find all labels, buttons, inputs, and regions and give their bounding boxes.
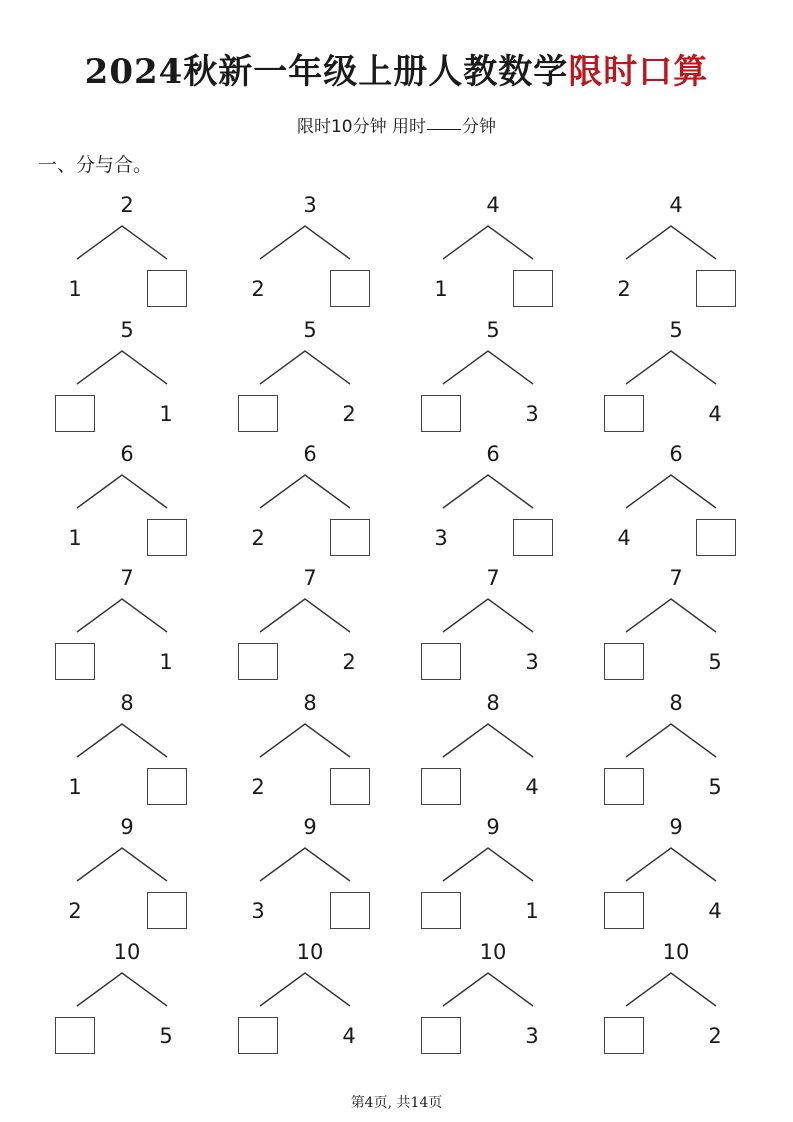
right-part-number: 5 — [708, 775, 722, 799]
split-branch-lines — [55, 845, 195, 885]
left-part-number: 2 — [251, 775, 265, 799]
title-main: 2024秋新一年级上册人教数学 — [84, 52, 569, 92]
decomposition-problem — [421, 566, 561, 676]
split-branch-lines — [604, 596, 744, 636]
decomposition-problem — [421, 940, 561, 1050]
answer-box[interactable] — [147, 519, 187, 556]
split-branch-lines — [421, 970, 561, 1010]
right-part-number: 2 — [342, 650, 356, 674]
split-branch-lines — [55, 348, 195, 388]
total-number: 10 — [479, 940, 507, 964]
section-heading: 一、分与合。 — [38, 154, 153, 176]
answer-box[interactable] — [421, 768, 461, 805]
decomposition-problem — [55, 442, 195, 552]
right-part-number: 4 — [708, 402, 722, 426]
split-branch-lines — [421, 348, 561, 388]
total-number: 10 — [113, 940, 141, 964]
split-branch-lines — [421, 721, 561, 761]
split-branch-lines — [55, 970, 195, 1010]
split-branch-lines — [55, 223, 195, 263]
answer-box[interactable] — [238, 395, 278, 432]
decomposition-problem — [604, 193, 744, 303]
title-highlight: 限时口算 — [568, 52, 709, 92]
total-number: 8 — [120, 691, 134, 715]
decomposition-problem — [604, 691, 744, 801]
split-branch-lines — [55, 596, 195, 636]
left-part-number: 1 — [68, 277, 82, 301]
decomposition-problem — [421, 318, 561, 428]
decomposition-problem — [238, 940, 378, 1050]
split-branch-lines — [421, 472, 561, 512]
total-number: 4 — [486, 193, 500, 217]
left-part-number: 1 — [68, 526, 82, 550]
split-branch-lines — [604, 721, 744, 761]
page-title — [0, 44, 793, 93]
right-part-number: 4 — [525, 775, 539, 799]
total-number: 10 — [296, 940, 324, 964]
answer-box[interactable] — [513, 519, 553, 556]
total-number: 5 — [669, 318, 683, 342]
total-number: 9 — [669, 815, 683, 839]
right-part-number: 5 — [708, 650, 722, 674]
decomposition-problem — [238, 318, 378, 428]
answer-box[interactable] — [604, 395, 644, 432]
answer-box[interactable] — [604, 892, 644, 929]
right-part-number: 3 — [525, 1024, 539, 1048]
split-branch-lines — [604, 348, 744, 388]
decomposition-problem — [604, 318, 744, 428]
right-part-number: 2 — [708, 1024, 722, 1048]
decomposition-problem — [238, 691, 378, 801]
decomposition-problem — [238, 566, 378, 676]
split-branch-lines — [238, 845, 378, 885]
total-number: 8 — [669, 691, 683, 715]
decomposition-problem — [604, 815, 744, 925]
answer-box[interactable] — [604, 643, 644, 680]
split-branch-lines — [55, 721, 195, 761]
split-branch-lines — [238, 472, 378, 512]
split-branch-lines — [238, 721, 378, 761]
left-part-number: 1 — [68, 775, 82, 799]
total-number: 6 — [486, 442, 500, 466]
answer-box[interactable] — [330, 892, 370, 929]
answer-box[interactable] — [421, 1017, 461, 1054]
split-branch-lines — [238, 596, 378, 636]
answer-box[interactable] — [147, 892, 187, 929]
left-part-number: 2 — [617, 277, 631, 301]
decomposition-problem — [421, 193, 561, 303]
decomposition-problem — [421, 442, 561, 552]
page-number: 第4页, 共14页 — [350, 1095, 443, 1111]
decomposition-problem — [55, 940, 195, 1050]
left-part-number: 3 — [434, 526, 448, 550]
total-number: 6 — [303, 442, 317, 466]
left-part-number: 2 — [68, 899, 82, 923]
answer-box[interactable] — [696, 270, 736, 307]
total-number: 8 — [486, 691, 500, 715]
total-number: 7 — [669, 566, 683, 590]
split-branch-lines — [604, 223, 744, 263]
time-used-blank[interactable] — [427, 129, 461, 130]
answer-box[interactable] — [604, 1017, 644, 1054]
right-part-number: 1 — [159, 650, 173, 674]
right-part-number: 4 — [708, 899, 722, 923]
total-number: 2 — [120, 193, 134, 217]
split-branch-lines — [55, 472, 195, 512]
right-part-number: 5 — [159, 1024, 173, 1048]
answer-box[interactable] — [330, 519, 370, 556]
total-number: 9 — [486, 815, 500, 839]
answer-box[interactable] — [238, 643, 278, 680]
left-part-number: 1 — [434, 277, 448, 301]
total-number: 5 — [303, 318, 317, 342]
decomposition-problem — [55, 566, 195, 676]
answer-box[interactable] — [147, 768, 187, 805]
right-part-number: 1 — [525, 899, 539, 923]
decomposition-problem — [238, 193, 378, 303]
total-number: 8 — [303, 691, 317, 715]
decomposition-problem — [604, 940, 744, 1050]
decomposition-problem — [238, 815, 378, 925]
total-number: 5 — [486, 318, 500, 342]
total-number: 7 — [120, 566, 134, 590]
split-branch-lines — [604, 970, 744, 1010]
split-branch-lines — [238, 348, 378, 388]
total-number: 9 — [120, 815, 134, 839]
right-part-number: 1 — [159, 402, 173, 426]
right-part-number: 2 — [342, 402, 356, 426]
decomposition-problem — [421, 691, 561, 801]
split-branch-lines — [238, 970, 378, 1010]
decomposition-problem — [55, 691, 195, 801]
answer-box[interactable] — [604, 768, 644, 805]
left-part-number: 2 — [251, 277, 265, 301]
total-number: 5 — [120, 318, 134, 342]
total-number: 4 — [669, 193, 683, 217]
total-number: 6 — [669, 442, 683, 466]
total-number: 10 — [662, 940, 690, 964]
decomposition-problem — [604, 566, 744, 676]
answer-box[interactable] — [696, 519, 736, 556]
right-part-number: 4 — [342, 1024, 356, 1048]
total-number: 6 — [120, 442, 134, 466]
total-number: 9 — [303, 815, 317, 839]
answer-box[interactable] — [330, 270, 370, 307]
time-limit-line — [0, 112, 793, 137]
split-branch-lines — [421, 596, 561, 636]
answer-box[interactable] — [147, 270, 187, 307]
right-part-number: 3 — [525, 402, 539, 426]
answer-box[interactable] — [421, 892, 461, 929]
split-branch-lines — [421, 845, 561, 885]
left-part-number: 4 — [617, 526, 631, 550]
answer-box[interactable] — [421, 395, 461, 432]
time-limit-text: 限时10分钟 用时 — [296, 117, 427, 137]
split-branch-lines — [604, 845, 744, 885]
answer-box[interactable] — [55, 395, 95, 432]
split-branch-lines — [604, 472, 744, 512]
decomposition-problem — [55, 815, 195, 925]
answer-box[interactable] — [513, 270, 553, 307]
total-number: 7 — [303, 566, 317, 590]
total-number: 3 — [303, 193, 317, 217]
answer-box[interactable] — [55, 1017, 95, 1054]
decomposition-problem — [55, 193, 195, 303]
decomposition-problem — [55, 318, 195, 428]
split-branch-lines — [238, 223, 378, 263]
left-part-number: 3 — [251, 899, 265, 923]
answer-box[interactable] — [238, 1017, 278, 1054]
split-branch-lines — [421, 223, 561, 263]
right-part-number: 3 — [525, 650, 539, 674]
time-unit-text: 分钟 — [462, 117, 497, 137]
answer-box[interactable] — [330, 768, 370, 805]
decomposition-problem — [604, 442, 744, 552]
total-number: 7 — [486, 566, 500, 590]
decomposition-problem — [421, 815, 561, 925]
answer-box[interactable] — [421, 643, 461, 680]
answer-box[interactable] — [55, 643, 95, 680]
left-part-number: 2 — [251, 526, 265, 550]
decomposition-problem — [238, 442, 378, 552]
